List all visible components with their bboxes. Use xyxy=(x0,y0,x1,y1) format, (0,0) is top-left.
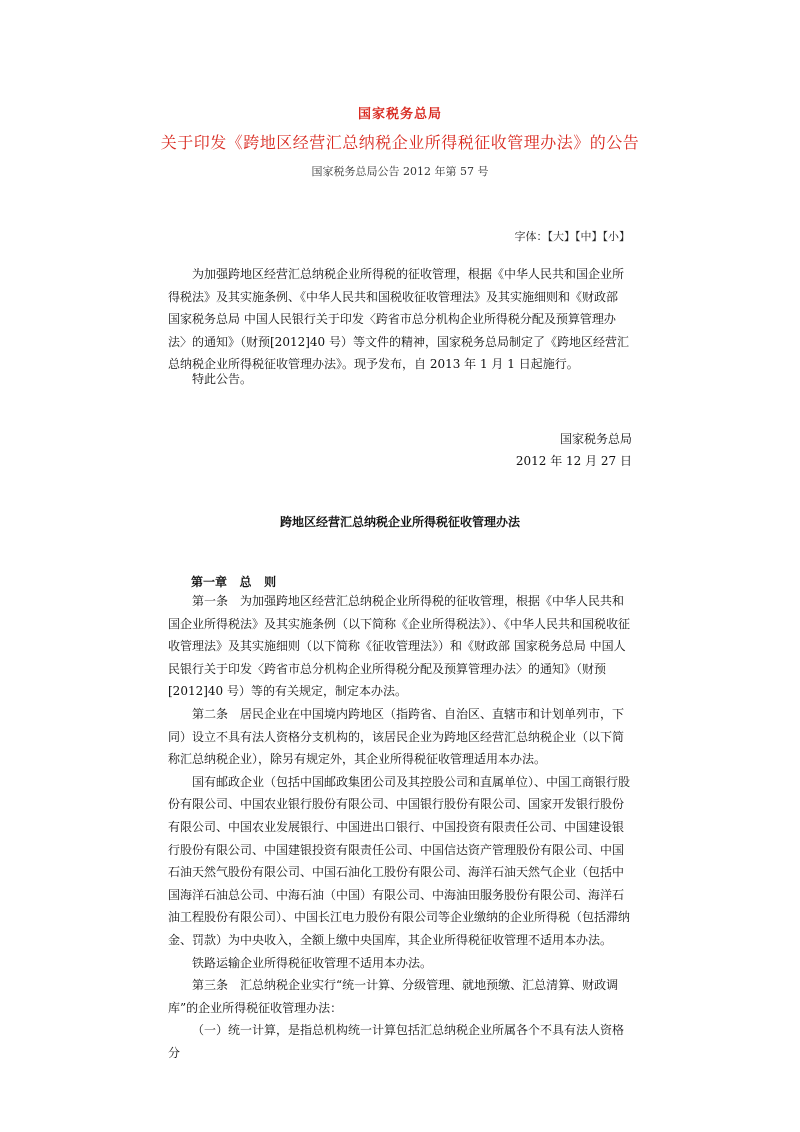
article-paragraph: 国有邮政企业（包括中国邮政集团公司及其控股公司和直属单位）、中国工商银行股份有限公司、中国农业银行股份有限公司、中国银行股份有限公司、国家开发银行股份有限公司、中国农业发展银行、中国进出口银行、中国投资有限责任公司、中国建设银行股份有限公司、中国建银投资有限责任公司、中国信达资产管理股份有限公司、中国石油天然气股份有限公司、中国石油化工股份有限公司、海洋石油天然气企业（包括中国海洋石油总公司、中海石油（中国）有限公司、中海油田服务股份有限公司、海洋石油工程股份有限公司）、中国长江电力股份有限公司等企业缴纳的企业所得税（包括滞纳金、罚款）为中央收入，全额上缴中央国库，其企业所得税征收管理不适用本办法。 xyxy=(168,774,631,947)
document-number: 国家税务总局公告 2012 年第 57 号 xyxy=(311,165,489,178)
font-size-large-button[interactable]: 【大】 xyxy=(547,230,575,243)
agency-name: 国家税务总局 xyxy=(357,107,442,122)
notice-intro-paragraph: 为加强跨地区经营汇总纳税企业所得税的征收管理，根据《中华人民共和国企业所得税法》及其实施条例、《中华人民共和国税收征收管理法》及其实施细则和《财政部 国家税务总局 中国人民银行关于印发〈跨省市总分机构企业所得税分配及预算管理办法〉的通知》（财预[2012]40 号）等文件的精神，国家税务总局制定了《跨地区经营汇总纳税企业所得税征收管理办法》。现予发布，自 2013 年 1 月 1 日起施行。 xyxy=(168,267,629,371)
font-size-small-button[interactable]: 【小】 xyxy=(602,230,630,243)
measures-title: 跨地区经营汇总纳税企业所得税征收管理办法 xyxy=(279,515,520,529)
notice-title: 关于印发《跨地区经营汇总纳税企业所得税征收管理办法》的公告 xyxy=(160,133,640,152)
font-size-control xyxy=(515,228,631,244)
font-size-label: 字体： xyxy=(514,230,548,243)
article-paragraph: 铁路运输企业所得税征收管理不适用本办法。 xyxy=(192,955,433,970)
measures-body xyxy=(168,590,634,1064)
article-paragraph: 第一条 为加强跨地区经营汇总纳税企业所得税的征收管理，根据《中华人民共和国企业所得税法》及其实施条例（以下简称《企业所得税法》）、《中华人民共和国税收征收管理法》及其实施细则（以下简称《征收管理法》）和《财政部 国家税务总局 中国人民银行关于印发〈跨省市总分机构企业所得税分配及预算管理办法〉的通知》（财预[2012]40 号）等的有关规定，制定本办法。 xyxy=(168,594,631,699)
article-paragraph: 第三条 汇总纳税企业实行“统一计算、分级管理、就地预缴、汇总清算、财政调库”的企业所得税征收管理办法： xyxy=(168,978,619,1015)
notice-closing: 特此公告。 xyxy=(192,372,253,386)
signature-organization: 国家税务总局 xyxy=(559,432,632,446)
article-paragraph: 第二条 居民企业在中国境内跨地区（指跨省、自治区、直辖市和计划单列市，下同）设立不具有法人资格分支机构的，该居民企业为跨地区经营汇总纳税企业（以下简称汇总纳税企业），除另有规定外，其企业所得税征收管理适用本办法。 xyxy=(168,706,625,767)
chapter-heading: 第一章 总 则 xyxy=(191,575,277,589)
article-paragraph: （一）统一计算，是指总机构统一计算包括汇总纳税企业所属各个不具有法人资格分 xyxy=(168,1023,625,1060)
font-size-medium-button[interactable]: 【中】 xyxy=(575,230,603,243)
signature-date: 2012 年 12 月 27 日 xyxy=(515,454,632,468)
